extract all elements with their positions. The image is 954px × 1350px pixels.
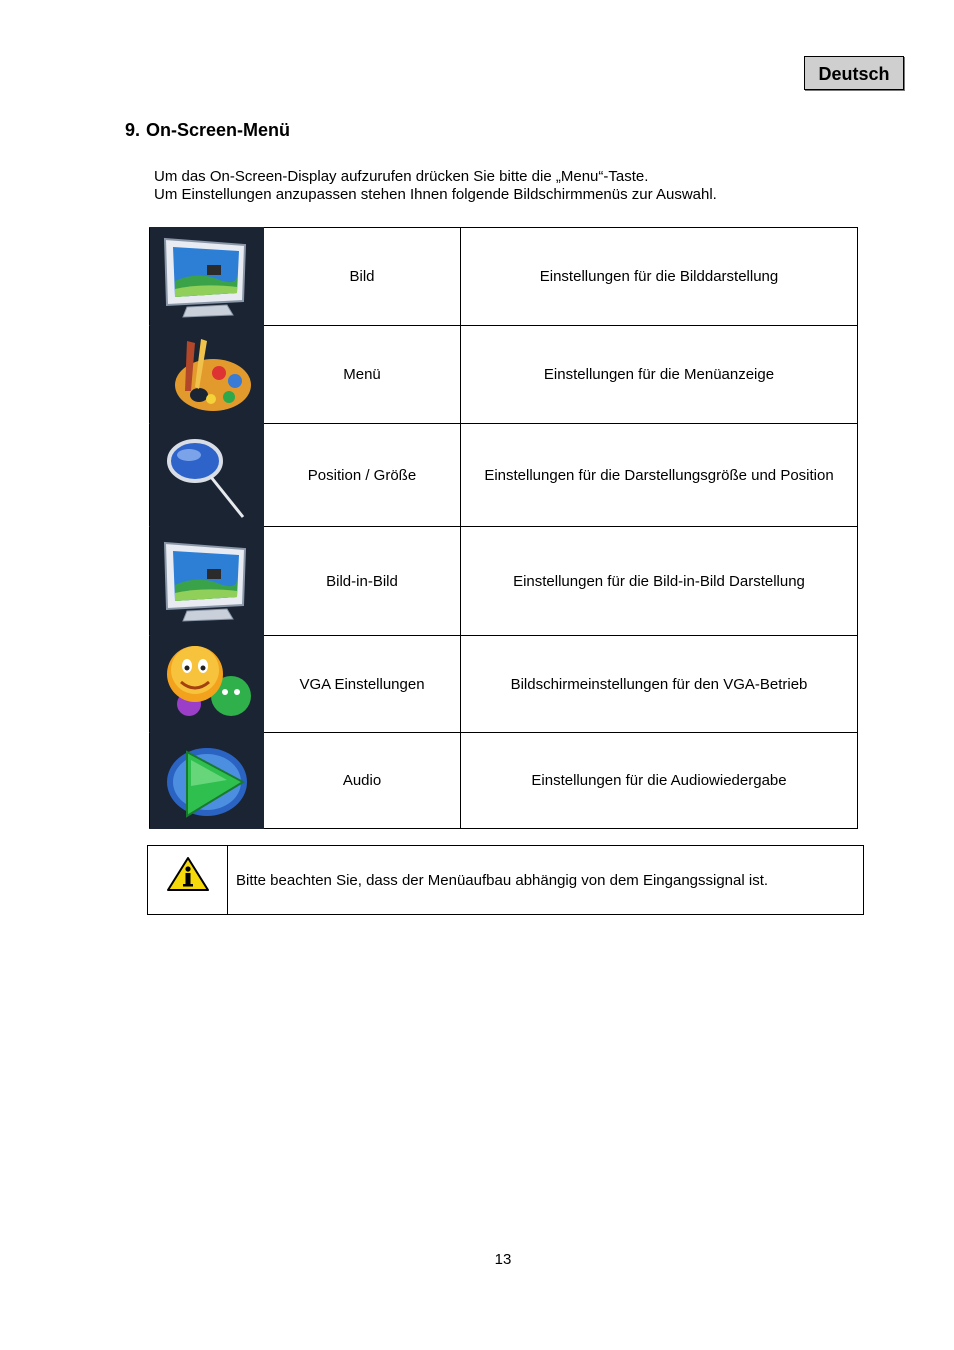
monitor-icon: [157, 231, 257, 323]
table-row: [150, 733, 858, 829]
osd-menu-table: [149, 227, 858, 829]
menu-item-description: Einstellungen für die Bilddarstellung: [461, 228, 858, 326]
magnifier-icon: [157, 427, 257, 523]
page-number: 13: [494, 1251, 512, 1268]
menu-item-description: Bildschirmeinstellungen für den VGA-Betrieb: [461, 636, 858, 733]
menu-icon-cell: [150, 228, 264, 326]
table-row: [150, 424, 858, 527]
intro-line-1: Um das On-Screen-Display aufzurufen drücken Sie bitte die „Menu“-Taste.: [154, 168, 649, 185]
menu-item-name: VGA Einstellungen: [264, 636, 461, 733]
menu-item-description: Einstellungen für die Darstellungsgröße und Position: [461, 424, 858, 527]
menu-item-description: Einstellungen für die Bild-in-Bild Darstellung: [461, 527, 858, 636]
table-row: [150, 228, 858, 326]
note-box: [147, 845, 864, 915]
table-row: [150, 326, 858, 424]
menu-item-name: Position / Größe: [264, 424, 461, 527]
palette-icon: [157, 329, 257, 421]
language-badge: Deutsch: [804, 56, 904, 90]
menu-icon-cell: [150, 424, 264, 527]
menu-icon-cell: [150, 733, 264, 829]
play-icon: [157, 736, 257, 826]
intro-line-2: Um Einstellungen anzupassen stehen Ihnen folgende Bildschirmmenüs zur Auswahl.: [154, 186, 717, 203]
menu-icon-cell: [150, 326, 264, 424]
monitor-icon: [157, 533, 257, 629]
menu-item-description: Einstellungen für die Menüanzeige: [461, 326, 858, 424]
menu-icon-cell: [150, 636, 264, 733]
table-row: [150, 527, 858, 636]
section-title: [125, 120, 290, 141]
section-number: 9.: [125, 120, 141, 140]
note-text: Bitte beachten Sie, dass der Menüaufbau abhängig von dem Eingangssignal ist.: [236, 871, 769, 889]
intro-text: [154, 168, 717, 204]
smiley-faces-icon: [157, 638, 257, 730]
menu-item-name: Audio: [264, 733, 461, 829]
menu-item-name: Bild-in-Bild: [264, 527, 461, 636]
note-icon-cell: [148, 846, 228, 914]
section-title-text: On-Screen-Menü: [146, 120, 291, 140]
menu-icon-cell: [150, 527, 264, 636]
menu-item-name: Menü: [264, 326, 461, 424]
menu-item-description: Einstellungen für die Audiowiedergabe: [461, 733, 858, 829]
menu-item-name: Bild: [264, 228, 461, 326]
table-row: [150, 636, 858, 733]
info-warning-icon: [166, 856, 210, 892]
